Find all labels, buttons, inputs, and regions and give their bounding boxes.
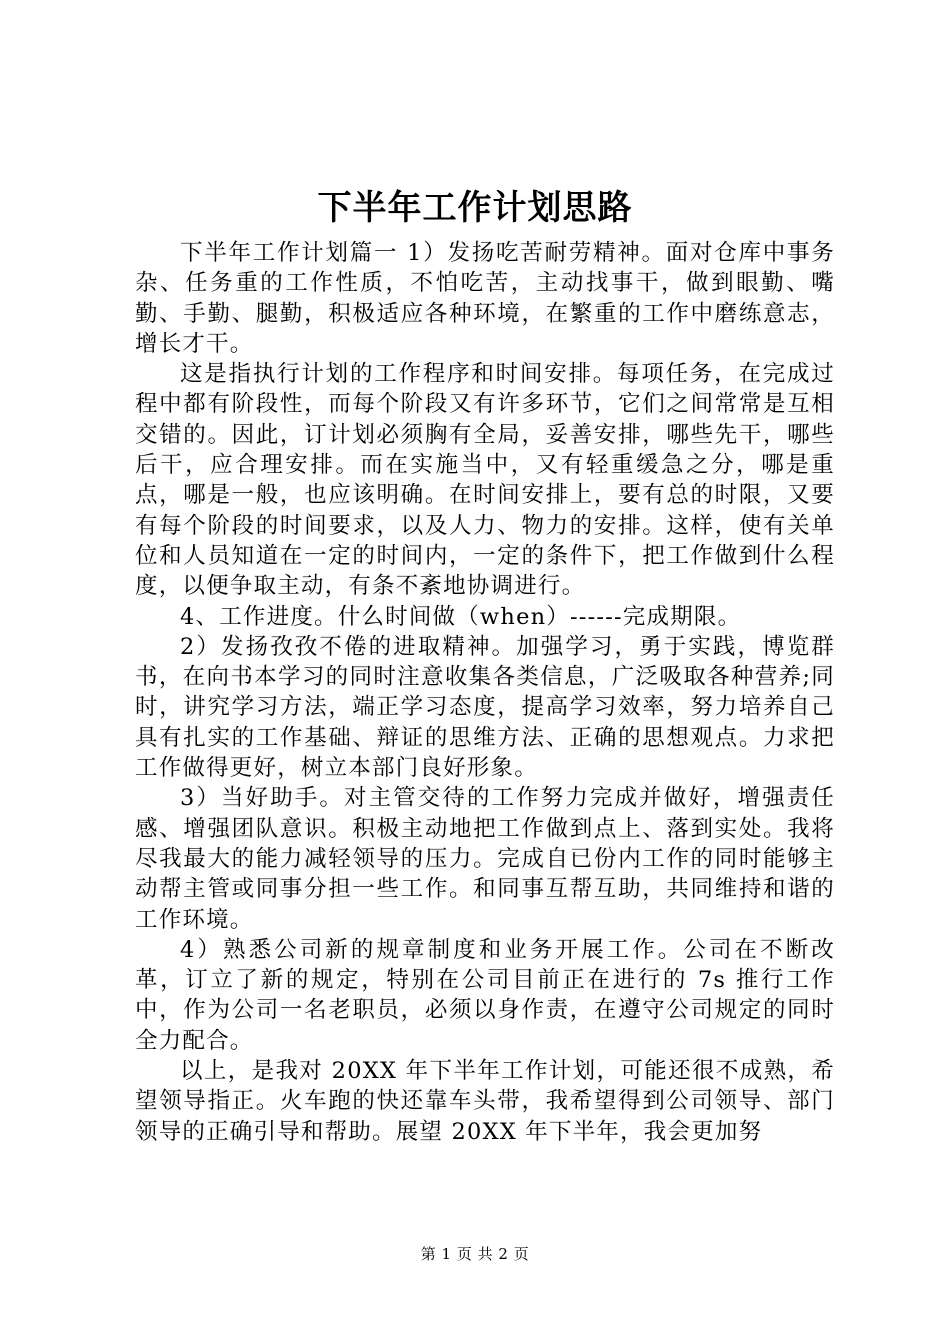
document-body [135, 238, 835, 1147]
page-number-footer: 第 1 页 共 2 页 [420, 1245, 530, 1263]
paragraph-1: 下半年工作计划篇一 1）发扬吃苦耐劳精神。面对仓库中事务杂、任务重的工作性质，不怕吃苦，主动找事干，做到眼勤、嘴勤、手勤、腿勤，积极适应各种环境，在繁重的工作中磨练意志，增长才干。 [135, 240, 835, 357]
paragraph-7: 以上，是我对 20XX 年下半年工作计划，可能还很不成熟，希望领导指正。火车跑的快还靠车头带，我希望得到公司领导、部门领导的正确引导和帮助。展望 20XX 年下半年，我会更加努 [135, 1058, 835, 1145]
paragraph-2: 这是指执行计划的工作程序和时间安排。每项任务，在完成过程中都有阶段性，而每个阶段又有许多环节，它们之间常常是互相交错的。因此，订计划必须胸有全局，妥善安排，哪些先干，哪些后干，应合理安排。而在实施当中，又有轻重缓急之分，哪是重点，哪是一般，也应该明确。在时间安排上，要有总的时限，又要有每个阶段的时间要求，以及人力、物力的安排。这样，使有关单位和人员知道在一定的时间内，一定的条件下，把工作做到什么程度，以便争取主动，有条不紊地协调进行。 [135, 361, 835, 600]
paragraph-6: 4）熟悉公司新的规章制度和业务开展工作。公司在不断改革，订立了新的规定，特别在公司目前正在进行的 7s 推行工作中，作为公司一名老职员，必须以身作责，在遵守公司规定的同时全力配合。 [135, 936, 835, 1054]
paragraph-3: 4、工作进度。什么时间做（when）------完成期限。 [180, 603, 742, 630]
paragraph-4: 2）发扬孜孜不倦的进取精神。加强学习，勇于实践，博览群书，在向书本学习的同时注意收集各类信息，广泛吸取各种营养;同时，讲究学习方法，端正学习态度，提高学习效率，努力培养自己具有扎实的工作基础、辩证的思维方法、正确的思想观点。力求把工作做得更好，树立本部门良好形象。 [135, 633, 835, 782]
document-title: 下半年工作计划思路 [317, 188, 633, 228]
paragraph-5: 3）当好助手。对主管交待的工作努力完成并做好，增强责任感、增强团队意识。积极主动地把工作做到点上、落到实处。我将尽我最大的能力减轻领导的压力。完成自已份内工作的同时能够主动帮主管或同事分担一些工作。和同事互帮互助，共同维持和谐的工作环境。 [135, 785, 835, 933]
